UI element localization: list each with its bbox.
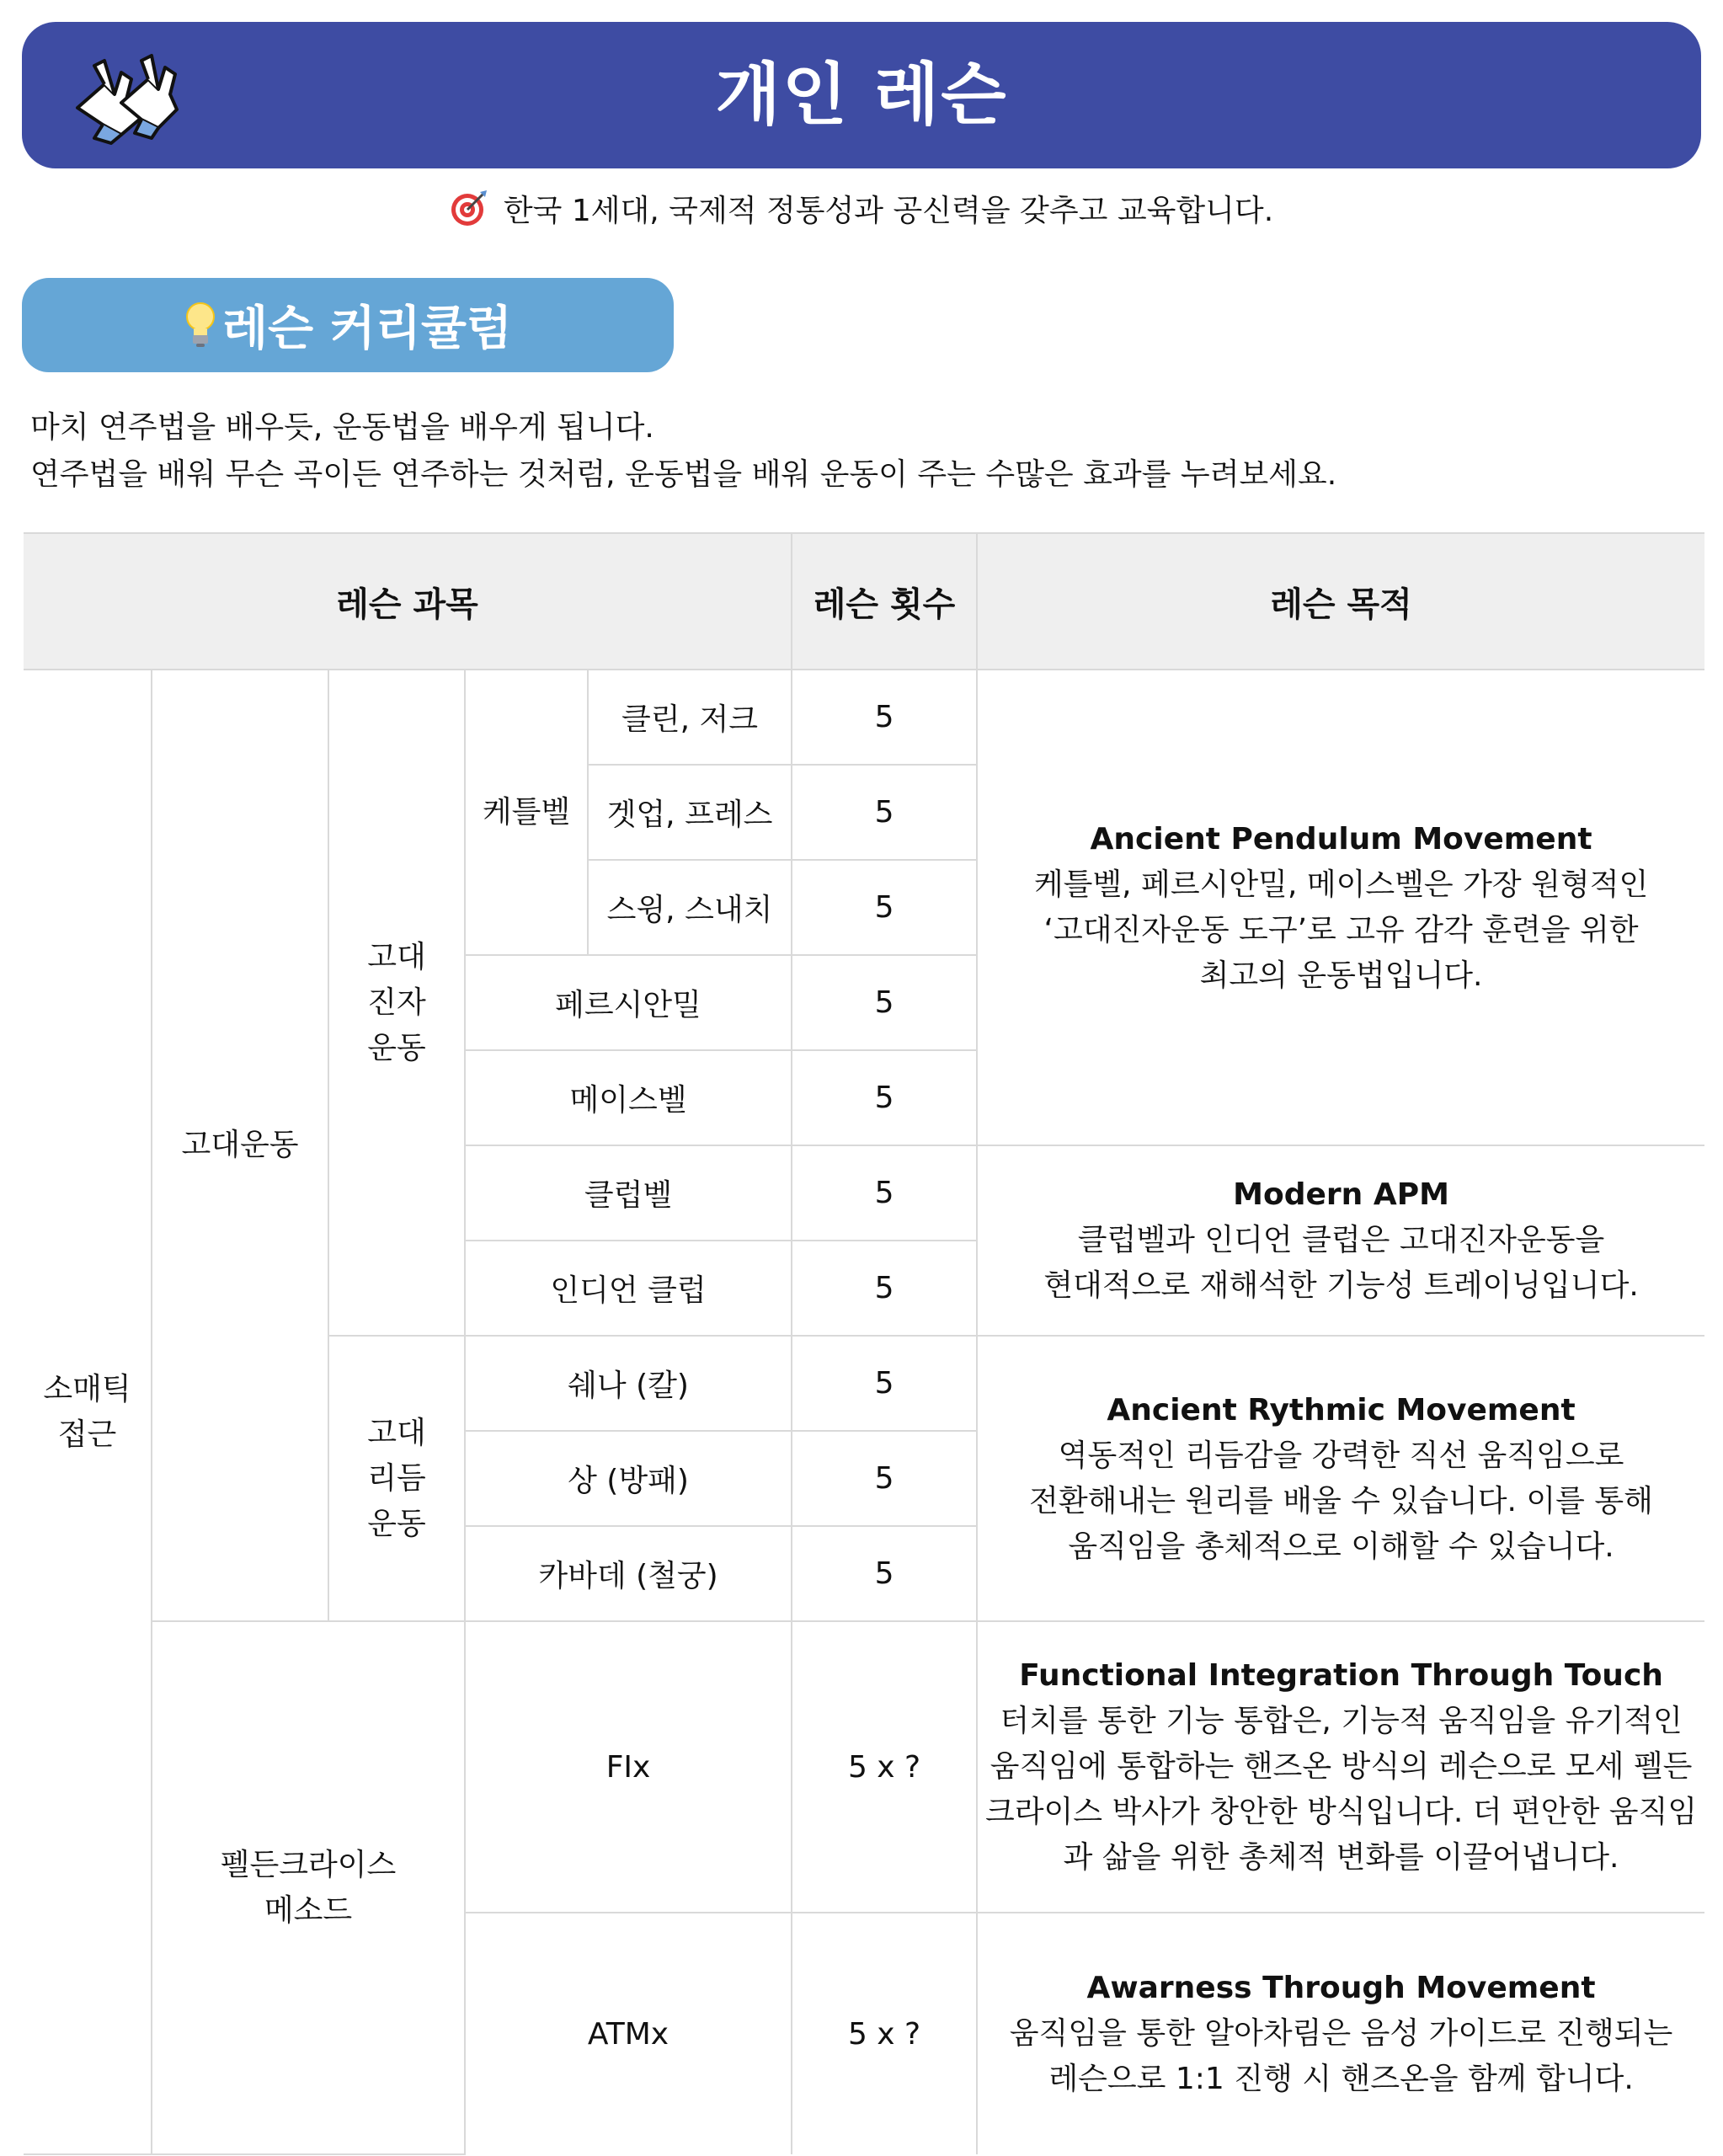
table-row — [24, 670, 1704, 765]
lesson-subject: 페르시안밀 — [465, 955, 792, 1050]
purpose-title: Ancient Rythmic Movement — [1107, 1392, 1576, 1428]
curriculum-heading — [22, 278, 674, 372]
lesson-subject: 상 (방패) — [465, 1431, 792, 1526]
group-kettlebell: 케틀벨 — [482, 794, 571, 830]
purpose-title: Modern APM — [1233, 1177, 1449, 1212]
group-pendulum: 고대 진자 운동 — [367, 939, 426, 1065]
tagline — [0, 179, 1723, 237]
lesson-count: 5 x ? — [792, 1913, 977, 2154]
lesson-subject: 카바데 (철궁) — [465, 1526, 792, 1621]
lesson-subject: ATMx — [465, 1913, 792, 2154]
purpose-title: Functional Integration Through Touch — [1019, 1658, 1663, 1693]
lesson-count: 5 — [792, 1431, 977, 1526]
purpose-body: 터치를 통한 기능 통합은, 기능적 움직임을 유기적인 움직임에 통합하는 핸즈온 방식의 레슨으로 모세 펠든 크라이스 박사가 창안한 방식입니다. 더 편안한 움직임 과 삶을 위한 총체적 변화를 이끌어냅니다. — [984, 1704, 1698, 1875]
lesson-subject: 겟업, 프레스 — [588, 765, 792, 860]
lesson-count: 5 — [792, 1241, 977, 1336]
header-banner — [22, 22, 1701, 168]
group-rhythmic: 고대 리듬 운동 — [367, 1415, 426, 1541]
lesson-subject: 클린, 저크 — [588, 670, 792, 765]
page-title: 개인 레슨 — [715, 56, 1008, 134]
table-row — [24, 1621, 1704, 1913]
group-feldenkrais: 펠든크라이스 메소드 — [220, 1847, 397, 1928]
header-purpose: 레슨 목적 — [977, 533, 1704, 670]
lesson-count: 5 — [792, 1526, 977, 1621]
lesson-count: 5 — [792, 765, 977, 860]
lesson-count: 5 — [792, 1145, 977, 1241]
target-icon — [450, 189, 488, 227]
group-ancient: 고대운동 — [181, 1128, 299, 1162]
table-header-row — [24, 533, 1704, 670]
lesson-subject: 메이스벨 — [465, 1050, 792, 1145]
header-subject: 레슨 과목 — [24, 533, 792, 670]
purpose-title: Ancient Pendulum Movement — [1090, 821, 1592, 857]
lesson-count: 5 — [792, 1050, 977, 1145]
curriculum-heading-label: 레슨 커리큘럼 — [221, 302, 513, 356]
purpose-title: Awarness Through Movement — [1086, 1971, 1596, 2005]
purpose-cell — [977, 1145, 1704, 1336]
purpose-body: 클럽벨과 인디언 클럽은 고대진자운동을 현대적으로 재해석한 기능성 트레이닝입니다. — [1043, 1223, 1639, 1303]
curriculum-table — [24, 532, 1704, 2155]
lesson-subject: 인디언 클럽 — [465, 1241, 792, 1336]
intro-line: 연주법을 배워 무슨 곡이든 연주하는 것처럼, 운동법을 배워 운동이 주는 수많은 효과를 누려보세요. — [30, 457, 1337, 492]
purpose-cell — [977, 1336, 1704, 1621]
intro-line: 마치 연주법을 배우듯, 운동법을 배우게 됩니다. — [30, 410, 654, 445]
purpose-body: 케틀벨, 페르시안밀, 메이스벨은 가장 원형적인 ‘고대진자운동 도구’로 고유 감각 훈련을 위한 최고의 운동법입니다. — [1033, 867, 1649, 993]
lesson-count: 5 — [792, 1336, 977, 1431]
lesson-count: 5 x ? — [792, 1621, 977, 1913]
purpose-cell — [977, 1913, 1704, 2154]
lesson-subject: 스윙, 스내치 — [588, 860, 792, 955]
curriculum-intro — [30, 404, 1336, 499]
lesson-subject: FIx — [465, 1621, 792, 1913]
lesson-subject: 클럽벨 — [465, 1145, 792, 1241]
header-count: 레슨 횟수 — [792, 533, 977, 670]
lesson-subject: 쉐나 (칼) — [465, 1336, 792, 1431]
purpose-cell — [977, 1621, 1704, 1913]
lesson-count: 5 — [792, 860, 977, 955]
purpose-body: 역동적인 리듬감을 강력한 직선 움직임으로 전환해내는 원리를 배울 수 있습니다. 이를 통해 움직임을 총체적으로 이해할 수 있습니다. — [1029, 1438, 1653, 1564]
group-somatic: 소매틱 접근 — [43, 1371, 131, 1452]
lesson-count: 5 — [792, 955, 977, 1050]
purpose-body: 움직임을 통한 알아차림은 음성 가이드로 진행되는 레슨으로 1:1 진행 시 핸즈온을 함께 합니다. — [1009, 2016, 1673, 2096]
tagline-text: 한국 1세대, 국제적 정통성과 공신력을 갖추고 교육합니다. — [503, 193, 1274, 228]
purpose-cell — [977, 670, 1704, 1145]
lightbulb-icon — [184, 302, 217, 349]
lesson-count: 5 — [792, 670, 977, 765]
